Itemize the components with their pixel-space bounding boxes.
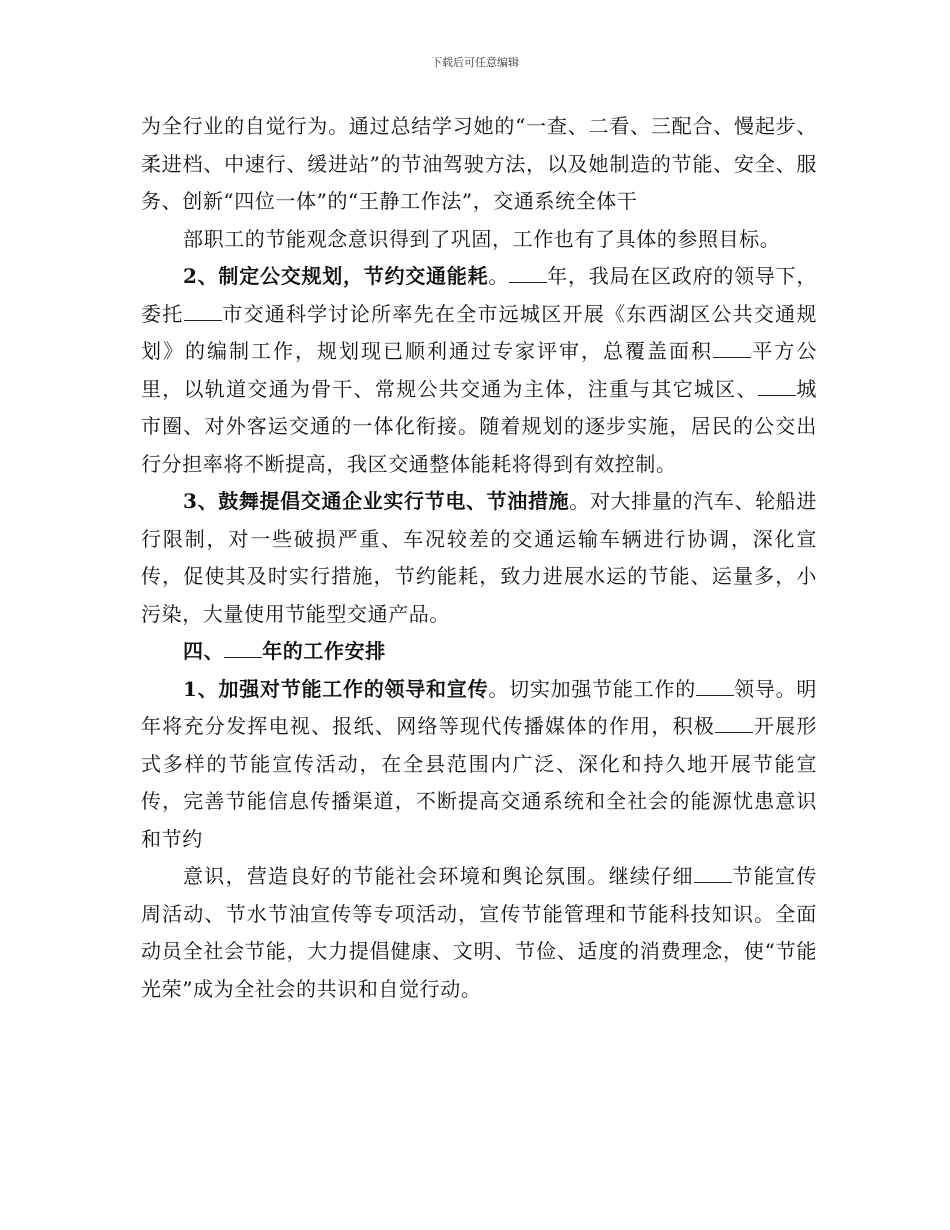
blank-line [509,264,547,283]
section-heading-text: 年的工作安排 [262,639,386,663]
blank-line [715,714,753,733]
paragraph-7-text: 节能宣传周活动、节水节油宣传等专项活动，宣传节能管理和节能科技知识。全面动员全社会节能，大力提倡健康、文明、节俭、适度的消费理念，使“节能光荣”成为全社会的共识和自觉行动。 [141,864,818,1001]
blank-line [224,639,262,658]
paragraph-3-text: 城市圈、对外客运交通的一体化衔接。随着规划的逐步实施，居民的公交出行分担率将不断提高，我区交通整体能耗将得到有效控制。 [141,376,817,476]
blank-line [696,677,734,696]
section-heading [141,633,817,671]
paragraph-1: 为全行业的自觉行为。通过总结学习她的“一查、二看、三配合、慢起步、柔进档、中速行、缓进站”的节油驾驶方法，以及她制造的节能、安全、服务、创新“四位一体”的“王静工作法”，交通系统全体干 [141,114,817,213]
paragraph-6 [141,671,817,859]
section-heading-text: 四、 [183,639,225,663]
paragraph-2: 部职工的节能观念意识得到了巩固，工作也有了具体的参照目标。 [183,226,781,251]
blank-line [713,339,751,358]
paragraph-3 [141,258,817,483]
paragraph-4-text: 。对大排量的汽车、轮船进行限制，对一些破损严重、车况较差的交通运输车辆进行协调，深化宣传，促使其及时实行措施，节约能耗，致力进展水运的节能、运量多，小污染，大量使用节能型交通产品。 [141,489,817,626]
paragraph-7 [141,858,817,1008]
paragraph-3-text: 年，我局在区政府的领导下，委托 [141,264,817,326]
paragraph-6-heading: 1、加强对节能工作的领导和宣传 [183,676,489,701]
paragraph-7-text: 意识，营造良好的节能社会环境和舆论氛围。继续仔细 [183,864,694,888]
blank-line [184,302,222,321]
document-body [141,108,817,1008]
paragraph-3-heading: 2、制定公交规划，节约交通能耗 [183,264,489,288]
paragraph-6-text: 领导。明年将充分发挥电视、报纸、网络等现代传播媒体的作用，积极 [141,676,818,738]
paragraph-4 [141,483,817,633]
paragraph-4-heading: 3、鼓舞提倡交通企业实行节电、节油措施 [183,489,570,513]
paragraph-6-text: 开展形式多样的节能宣传活动，在全县范围内广泛、深化和持久地开展节能宣传，完善节能信息传播渠道，不断提高交通系统和全社会的能源忧患意识和节约 [141,714,817,851]
blank-line [694,864,732,883]
paragraph-6-text: 。切实加强节能工作的 [488,676,696,701]
paragraph-3-text: 平方公里，以轨道交通为骨干、常规公共交通为主体，注重与其它城区、 [141,339,817,401]
paragraph-3-text: 。 [488,264,510,288]
blank-line [758,377,796,396]
page-header: 下载后可任意编辑 [431,56,519,69]
paragraph-3-text: 市交通科学讨论所率先在全市远城区开展《东西湖区公共交通规划》的编制工作，规划现已顺利通过专家评审，总覆盖面积 [141,301,817,363]
